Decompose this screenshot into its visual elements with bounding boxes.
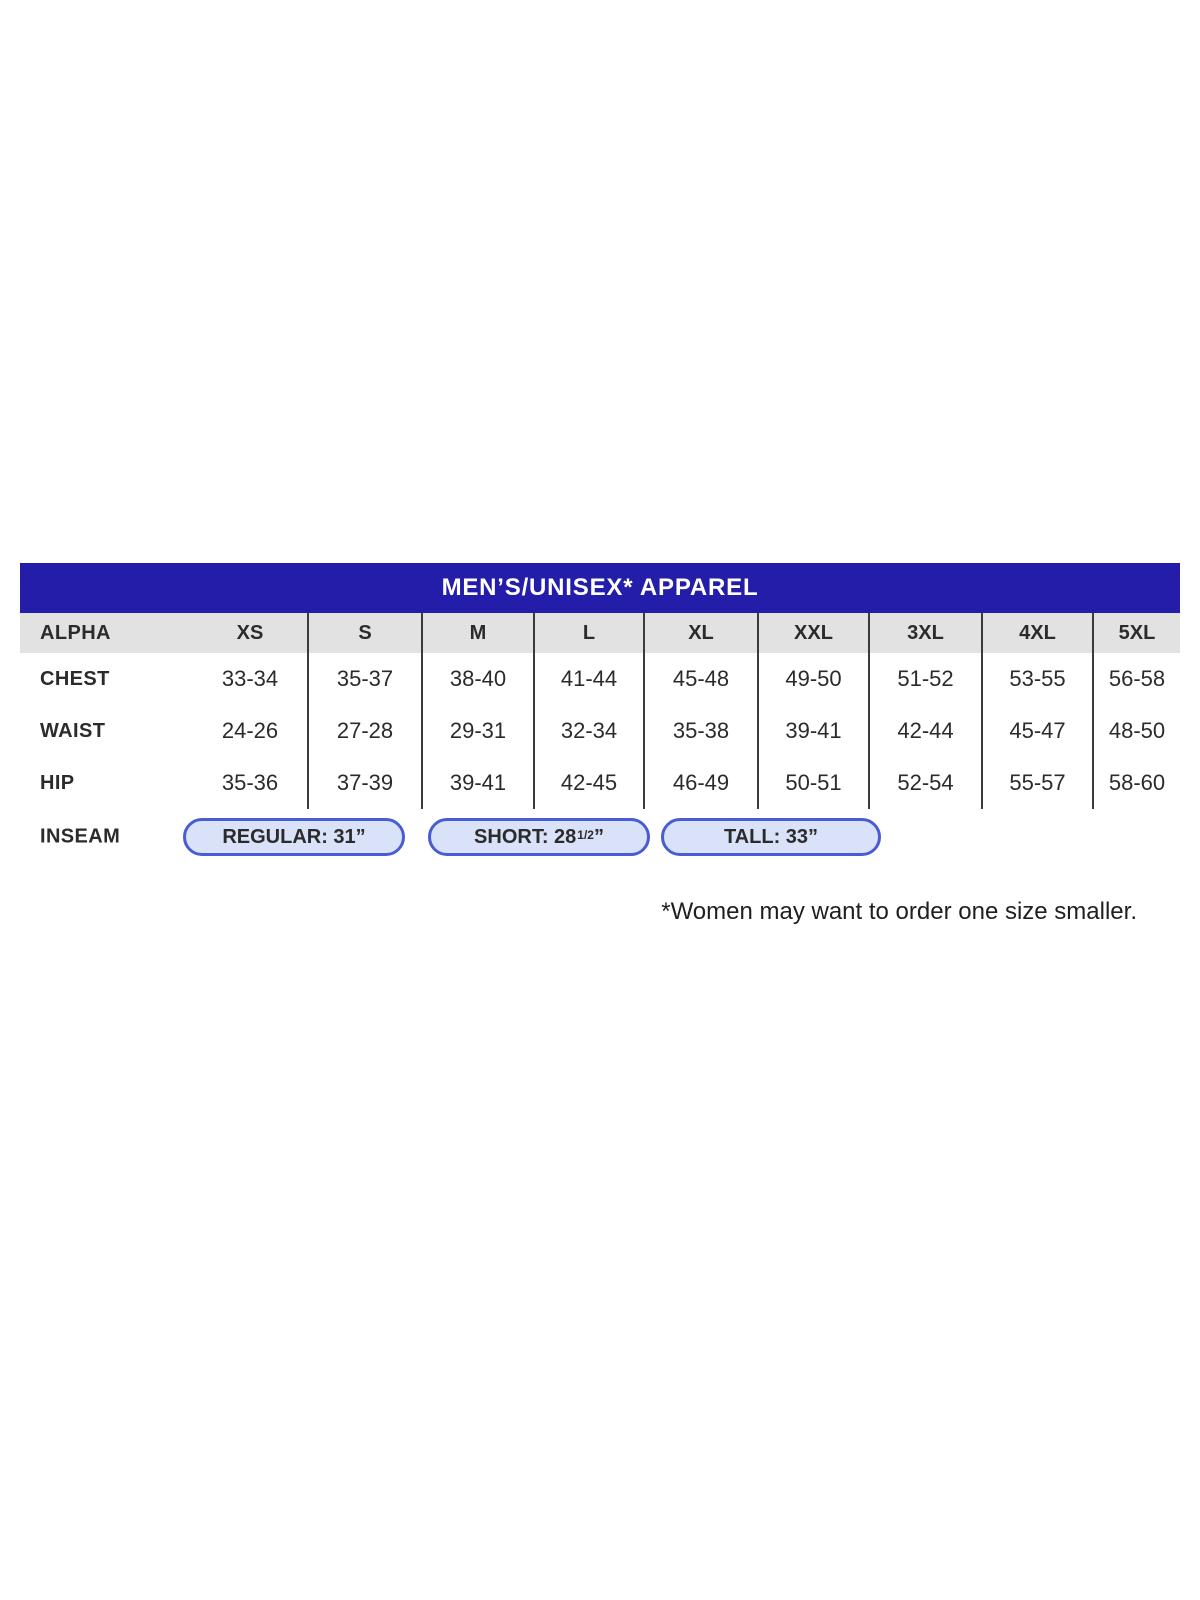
row-label-hip: HIP [40,771,75,794]
column-header-3xl: 3XL [868,613,981,653]
row-label-waist: WAIST [40,719,106,742]
cell-chest-5xl: 56-58 [1092,653,1180,705]
column-header-s: S [307,613,421,653]
cell-hip-m: 39-41 [421,757,533,809]
cell-waist-m: 29-31 [421,705,533,757]
cell-waist-3xl: 42-44 [868,705,981,757]
column-header-xxl: XXL [757,613,868,653]
cell-waist-l: 32-34 [533,705,643,757]
cell-chest-s: 35-37 [307,653,421,705]
size-grid [20,613,1180,809]
inseam-pill-regular[interactable] [183,818,405,856]
cell-chest-l: 41-44 [533,653,643,705]
cell-hip-l: 42-45 [533,757,643,809]
cell-chest-4xl: 53-55 [981,653,1092,705]
size-chart-title-bar [20,563,1180,613]
column-header-4xl: 4XL [981,613,1092,653]
size-chart-title: MEN’S/UNISEX* APPAREL [441,574,759,601]
cell-hip-xl: 46-49 [643,757,757,809]
cell-chest-xs: 33-34 [221,666,279,691]
column-header-alpha: ALPHA [20,613,193,653]
inseam-row [20,815,1180,859]
row-label-chest: CHEST [40,667,110,690]
inseam-pill-regular-label: REGULAR: 31” [222,825,366,848]
cell-hip-xxl: 50-51 [757,757,868,809]
cell-hip-xs: 35-36 [221,770,279,795]
column-header-l: L [533,613,643,653]
cell-hip-s: 37-39 [307,757,421,809]
inseam-pill-tall[interactable] [661,818,881,856]
cell-hip-3xl: 52-54 [868,757,981,809]
inseam-pill-tall-label: TALL: 33” [723,825,819,848]
column-header-m: M [421,613,533,653]
column-header-xs: XS [193,613,307,653]
inseam-pill-short-suffix: ” [593,825,604,848]
cell-waist-s: 27-28 [307,705,421,757]
cell-chest-xl: 45-48 [643,653,757,705]
cell-hip-4xl: 55-57 [981,757,1092,809]
column-header-5xl: 5XL [1092,613,1180,653]
column-header-xl: XL [643,613,757,653]
inseam-pill-short[interactable]: SHORT: 28 $^{1/2}$ ” [428,818,650,856]
size-chart [20,563,1180,859]
cell-chest-xxl: 49-50 [757,653,868,705]
cell-waist-5xl: 48-50 [1092,705,1180,757]
cell-hip-5xl: 58-60 [1092,757,1180,809]
inseam-row-label: INSEAM [40,825,121,848]
footnote: *Women may want to order one size smaller. [661,898,1137,925]
cell-waist-xl: 35-38 [643,705,757,757]
cell-chest-m: 38-40 [421,653,533,705]
cell-waist-xs: 24-26 [221,718,279,743]
inseam-pill-short-label: SHORT: 28 [474,825,577,848]
cell-waist-4xl: 45-47 [981,705,1092,757]
cell-waist-xxl: 39-41 [757,705,868,757]
cell-chest-3xl: 51-52 [868,653,981,705]
